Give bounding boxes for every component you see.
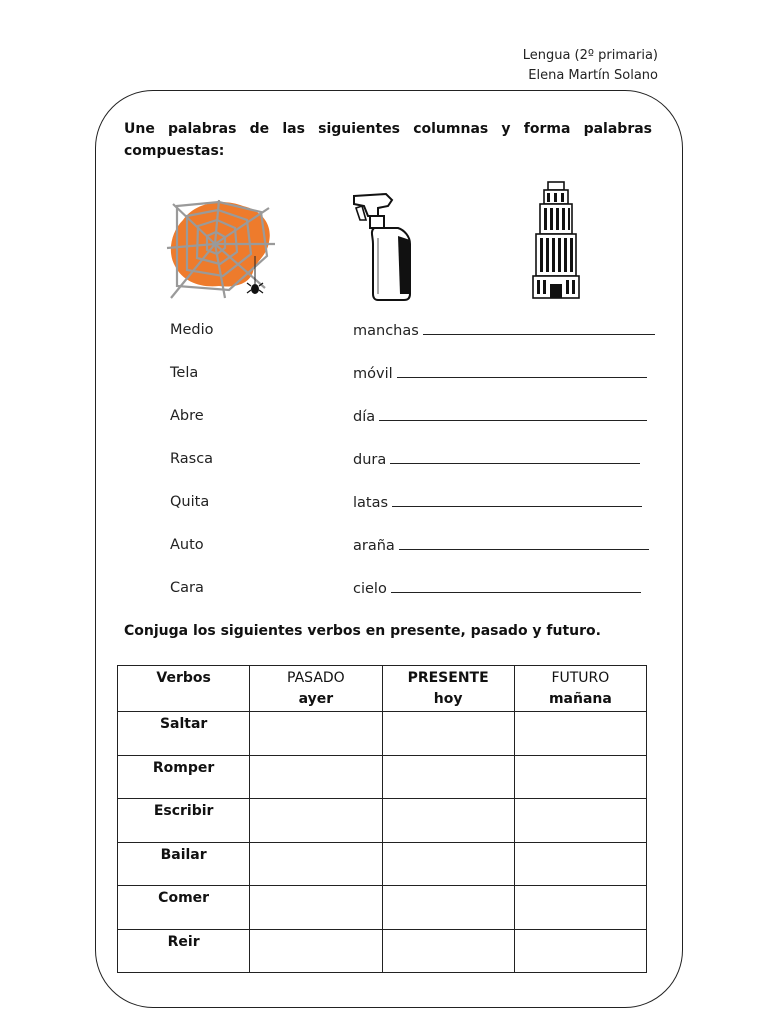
instruction-line-2: compuestas: xyxy=(124,143,225,159)
exercise1-instruction xyxy=(124,118,652,162)
answer-blank[interactable] xyxy=(423,322,655,335)
futuro-cell[interactable] xyxy=(514,755,646,799)
word-right: dura xyxy=(353,451,640,468)
verb-cell: Saltar xyxy=(118,712,250,756)
author-label: Elena Martín Solano xyxy=(528,68,658,83)
word-left: Auto xyxy=(170,537,204,553)
table-row xyxy=(118,712,647,756)
table-row xyxy=(118,886,647,930)
verb-cell: Romper xyxy=(118,755,250,799)
header-verbos: Verbos xyxy=(118,666,250,712)
verb-cell: Reir xyxy=(118,929,250,973)
futuro-cell[interactable] xyxy=(514,712,646,756)
conjugation-table xyxy=(117,665,647,973)
word-left: Cara xyxy=(170,580,204,596)
word-pair-row xyxy=(0,322,768,346)
instruction-line-1: Une palabras de las siguientes columnas y forma palabras xyxy=(124,121,652,137)
table-header-row xyxy=(118,666,647,712)
page-header xyxy=(523,46,658,86)
pasado-cell[interactable] xyxy=(250,799,382,843)
answer-blank[interactable] xyxy=(379,408,647,421)
word-pair-row xyxy=(0,451,768,475)
word-right: latas xyxy=(353,494,642,511)
word-right: araña xyxy=(353,537,649,554)
skyscraper-icon xyxy=(530,180,582,302)
word-pair-row xyxy=(0,365,768,389)
word-left: Tela xyxy=(170,365,199,381)
exercise2-instruction: Conjuga los siguientes verbos en presente, pasado y futuro. xyxy=(124,623,601,639)
presente-cell[interactable] xyxy=(382,712,514,756)
pasado-cell[interactable] xyxy=(250,842,382,886)
presente-cell[interactable] xyxy=(382,755,514,799)
answer-blank[interactable] xyxy=(391,580,641,593)
word-right: móvil xyxy=(353,365,647,382)
header-futuro: FUTURO mañana xyxy=(514,666,646,712)
presente-cell[interactable] xyxy=(382,799,514,843)
word-left: Abre xyxy=(170,408,204,424)
pasado-cell[interactable] xyxy=(250,929,382,973)
futuro-cell[interactable] xyxy=(514,799,646,843)
table-row xyxy=(118,929,647,973)
word-left: Medio xyxy=(170,322,214,338)
header-pasado: PASADO ayer xyxy=(250,666,382,712)
pasado-cell[interactable] xyxy=(250,886,382,930)
word-pair-row xyxy=(0,580,768,604)
futuro-cell[interactable] xyxy=(514,929,646,973)
spray-bottle-icon xyxy=(348,190,418,302)
answer-blank[interactable] xyxy=(399,537,649,550)
presente-cell[interactable] xyxy=(382,886,514,930)
futuro-cell[interactable] xyxy=(514,842,646,886)
header-presente: PRESENTE hoy xyxy=(382,666,514,712)
answer-blank[interactable] xyxy=(390,451,640,464)
word-pair-row xyxy=(0,408,768,432)
table-row xyxy=(118,799,647,843)
verb-cell: Bailar xyxy=(118,842,250,886)
spider-web-icon xyxy=(165,198,277,302)
table-row xyxy=(118,842,647,886)
presente-cell[interactable] xyxy=(382,929,514,973)
futuro-cell[interactable] xyxy=(514,886,646,930)
word-right: manchas xyxy=(353,322,655,339)
pasado-cell[interactable] xyxy=(250,712,382,756)
table-row xyxy=(118,755,647,799)
word-right: día xyxy=(353,408,647,425)
pasado-cell[interactable] xyxy=(250,755,382,799)
verb-cell: Comer xyxy=(118,886,250,930)
answer-blank[interactable] xyxy=(397,365,647,378)
word-left: Rasca xyxy=(170,451,214,467)
presente-cell[interactable] xyxy=(382,842,514,886)
word-pair-row xyxy=(0,494,768,518)
word-right: cielo xyxy=(353,580,641,597)
answer-blank[interactable] xyxy=(392,494,642,507)
verb-cell: Escribir xyxy=(118,799,250,843)
word-pair-row xyxy=(0,537,768,561)
subject-label: Lengua (2º primaria) xyxy=(522,48,658,63)
word-left: Quita xyxy=(170,494,210,510)
